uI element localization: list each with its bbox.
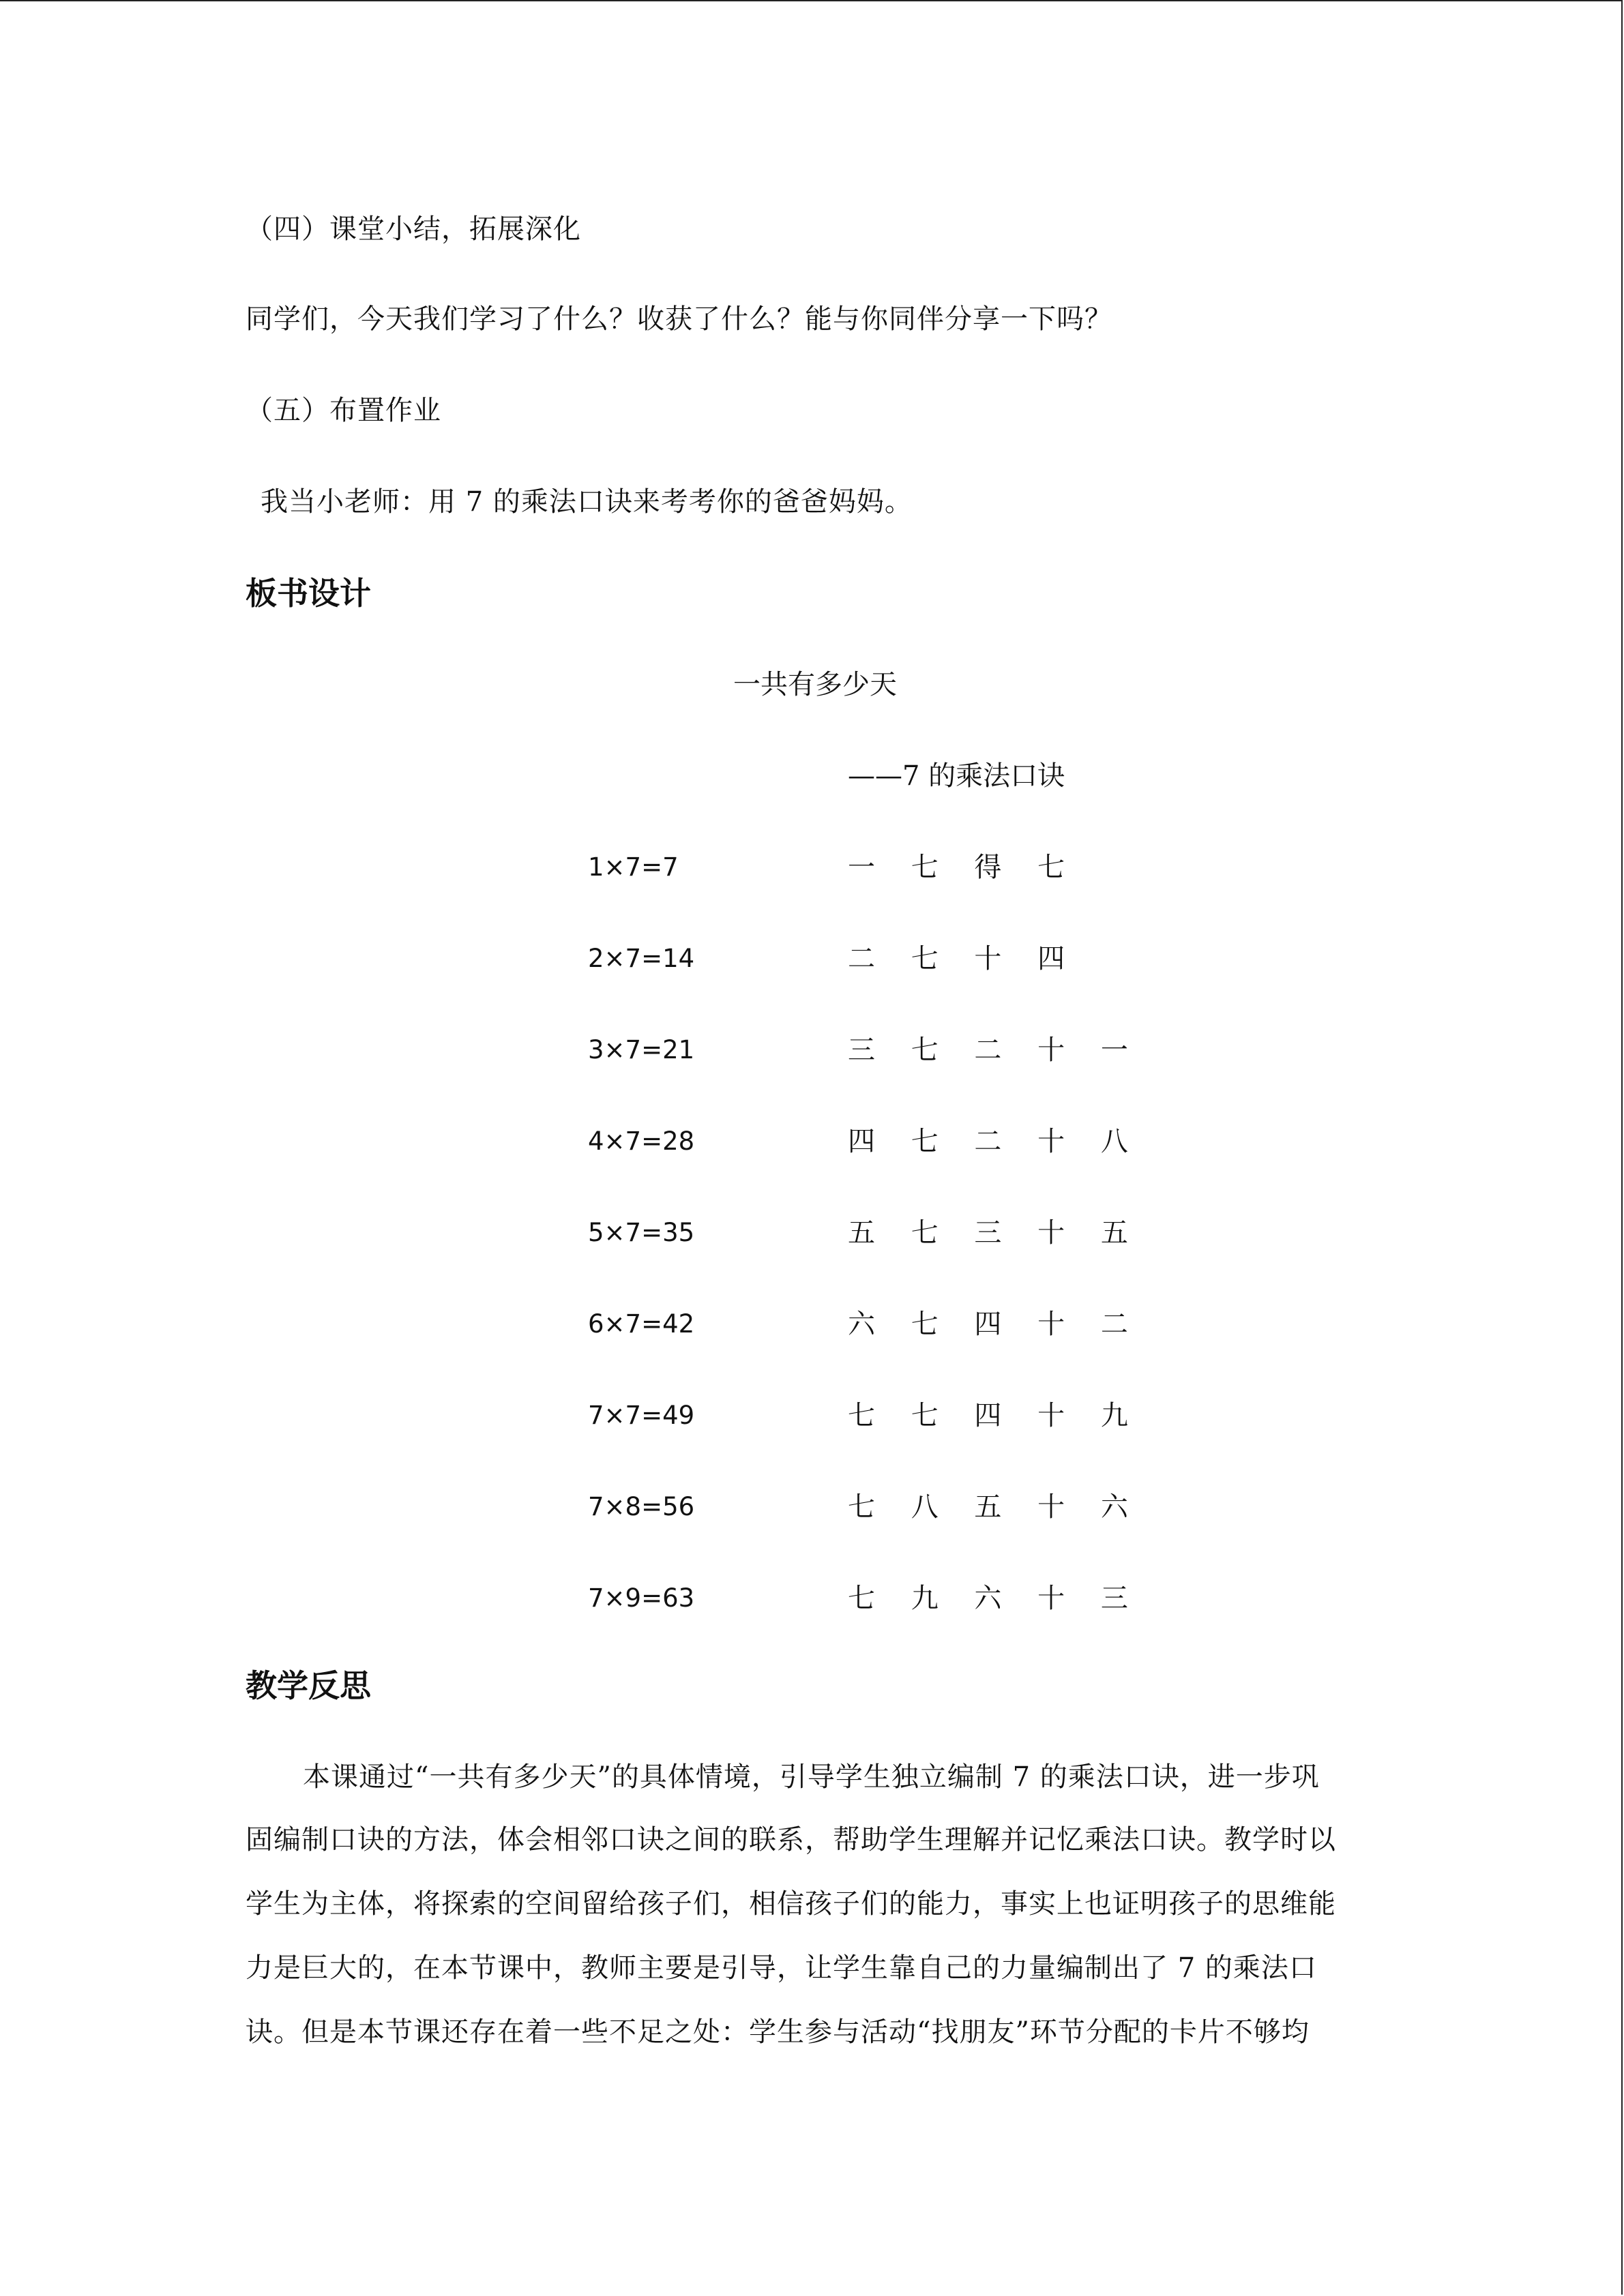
rhyme-8: 七 八 五 十 六: [848, 1491, 1142, 1523]
equation-8: 7×8=56: [588, 1492, 695, 1521]
equation-6: 6×7=42: [588, 1309, 695, 1339]
teaching-reflection-heading: 教学反思: [246, 1667, 371, 1704]
rhyme-6: 六 七 四 十 二: [848, 1309, 1142, 1340]
section5-text: 我当小老师：用 7 的乘法口诀来考考你的爸爸妈妈。: [261, 486, 913, 518]
reflection-line-5: 诀。但是本节课还存在着一些不足之处：学生参与活动“找朋友”环节分配的卡片不够均: [246, 2016, 1310, 2048]
rhyme-5: 五 七 三 十 五: [848, 1217, 1142, 1249]
rhyme-9: 七 九 六 十 三: [848, 1583, 1142, 1614]
board-title: 一共有多少天: [733, 669, 897, 700]
equation-3: 3×7=21: [588, 1035, 695, 1064]
equation-1: 1×7=7: [588, 852, 679, 882]
rhyme-7: 七 七 四 十 九: [848, 1400, 1142, 1431]
equation-4: 4×7=28: [588, 1127, 695, 1156]
rhyme-1: 一 七 得 七: [848, 852, 1079, 883]
reflection-line-3: 学生为主体，将探索的空间留给孩子们，相信孩子们的能力，事实上也证明孩子的思维能: [246, 1888, 1336, 1920]
rhyme-2: 二 七 十 四: [848, 943, 1079, 974]
section4-text: 同学们，今天我们学习了什么？收获了什么？能与你同伴分享一下吗？: [246, 303, 1112, 335]
board-design-heading: 板书设计: [246, 575, 371, 612]
equation-9: 7×9=63: [588, 1583, 695, 1613]
section5-title: （五）布置作业: [246, 395, 441, 426]
board-subtitle: ——7 的乘法口诀: [848, 760, 1065, 792]
rhyme-4: 四 七 二 十 八: [848, 1126, 1142, 1157]
reflection-line-1: 本课通过“一共有多少天”的具体情境，引导学生独立编制 7 的乘法口诀，进一步巩: [303, 1761, 1320, 1793]
equation-7: 7×7=49: [588, 1401, 695, 1430]
section4-title: （四）课堂小结，拓展深化: [246, 213, 581, 245]
equation-2: 2×7=14: [588, 944, 695, 973]
rhyme-3: 三 七 二 十 一: [848, 1034, 1142, 1066]
equation-5: 5×7=35: [588, 1218, 695, 1247]
reflection-line-4: 力是巨大的，在本节课中，教师主要是引导，让学生靠自己的力量编制出了 7 的乘法口: [246, 1952, 1317, 1984]
reflection-line-2: 固编制口诀的方法，体会相邻口诀之间的联系，帮助学生理解并记忆乘法口诀。教学时以: [246, 1824, 1336, 1855]
